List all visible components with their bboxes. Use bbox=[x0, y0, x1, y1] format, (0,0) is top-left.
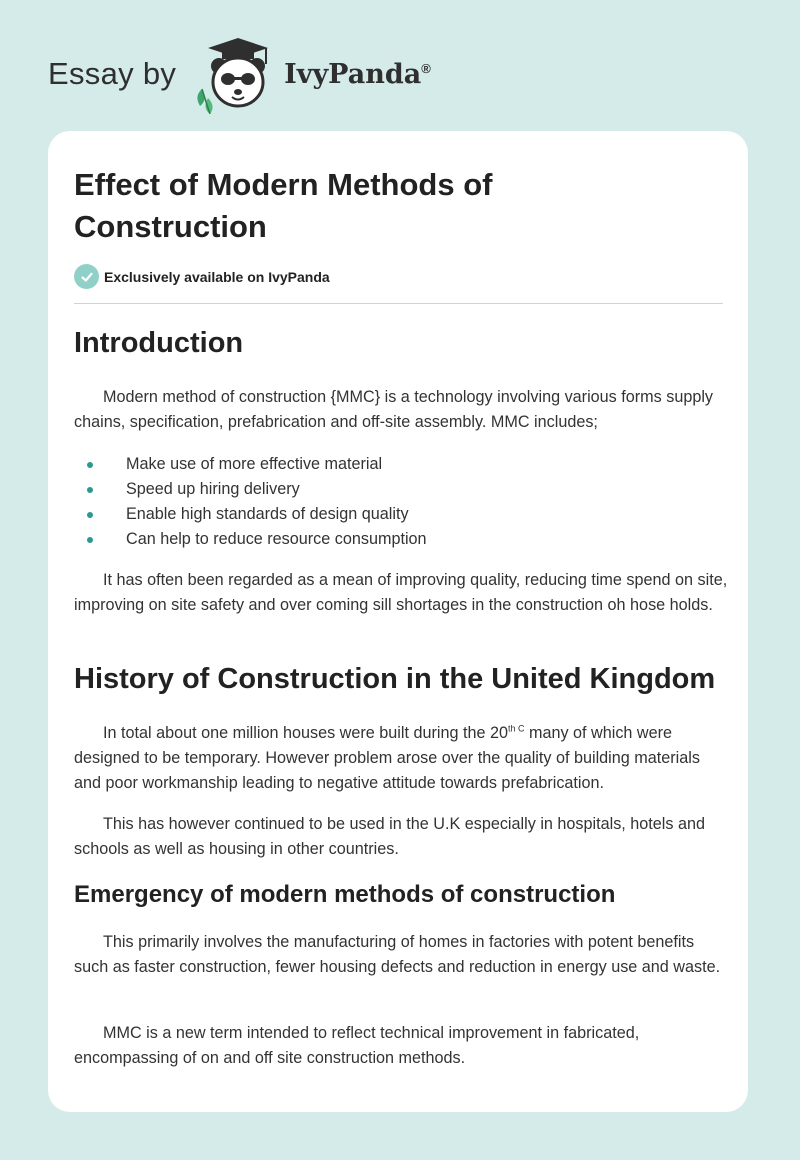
checkmark-icon bbox=[74, 264, 99, 289]
essay-by-label: Essay by bbox=[48, 56, 177, 91]
list-item: Make use of more effective material bbox=[74, 452, 427, 477]
registered-mark: ® bbox=[421, 60, 431, 76]
superscript: th C bbox=[507, 723, 525, 734]
paragraph: This primarily involves the manufacturing of homes in factories with potent benefits such as faster construction, fewer housing defects and reduction in energy use and waste. bbox=[74, 933, 721, 976]
divider bbox=[74, 303, 723, 304]
list-item: Enable high standards of design quality bbox=[74, 502, 427, 527]
paragraph: It has often been regarded as a mean of improving quality, reducing time spend on site, improving on site safety and over coming sill shortages in the construction oh hose holds. bbox=[74, 571, 728, 614]
site-header bbox=[48, 34, 431, 114]
bullet-icon bbox=[87, 462, 93, 468]
exclusive-badge bbox=[74, 264, 330, 289]
section-heading-emergency: Emergency of modern methods of construction bbox=[74, 881, 616, 908]
paragraph: Modern method of construction {MMC} is a technology involving various forms supply chains, specification, prefabrication and off-site assembly. MMC includes; bbox=[74, 388, 714, 431]
panda-logo-icon bbox=[188, 34, 282, 114]
paragraph: This has however continued to be used in the U.K especially in hospitals, hotels and schools as well as housing in other countries. bbox=[74, 815, 705, 858]
list-item: Can help to reduce resource consumption bbox=[74, 527, 427, 552]
bullet-icon bbox=[87, 487, 93, 493]
exclusive-label: Exclusively available on IvyPanda bbox=[104, 268, 330, 285]
essay-title: Effect of Modern Methods of Construction bbox=[74, 167, 493, 244]
section-heading-introduction: Introduction bbox=[74, 327, 244, 359]
bullet-icon bbox=[87, 537, 93, 543]
paragraph: In total about one million houses were built during the $20^{th C}$ many of which were designed to be temporary. However problem arose over the quality of building materials and poor workmanship leading to negative attitude towards prefabrication. bbox=[74, 723, 700, 792]
bullet-list bbox=[74, 452, 427, 552]
brand-name: IvyPanda® bbox=[284, 58, 431, 90]
section-heading-history: History of Construction in the United Kingdom bbox=[74, 663, 716, 695]
bullet-icon bbox=[87, 512, 93, 518]
essay-card bbox=[48, 131, 748, 1112]
list-item: Speed up hiring delivery bbox=[74, 477, 427, 502]
paragraph: MMC is a new term intended to reflect technical improvement in fabricated, encompassing of on and off site construction methods. bbox=[74, 1024, 640, 1067]
